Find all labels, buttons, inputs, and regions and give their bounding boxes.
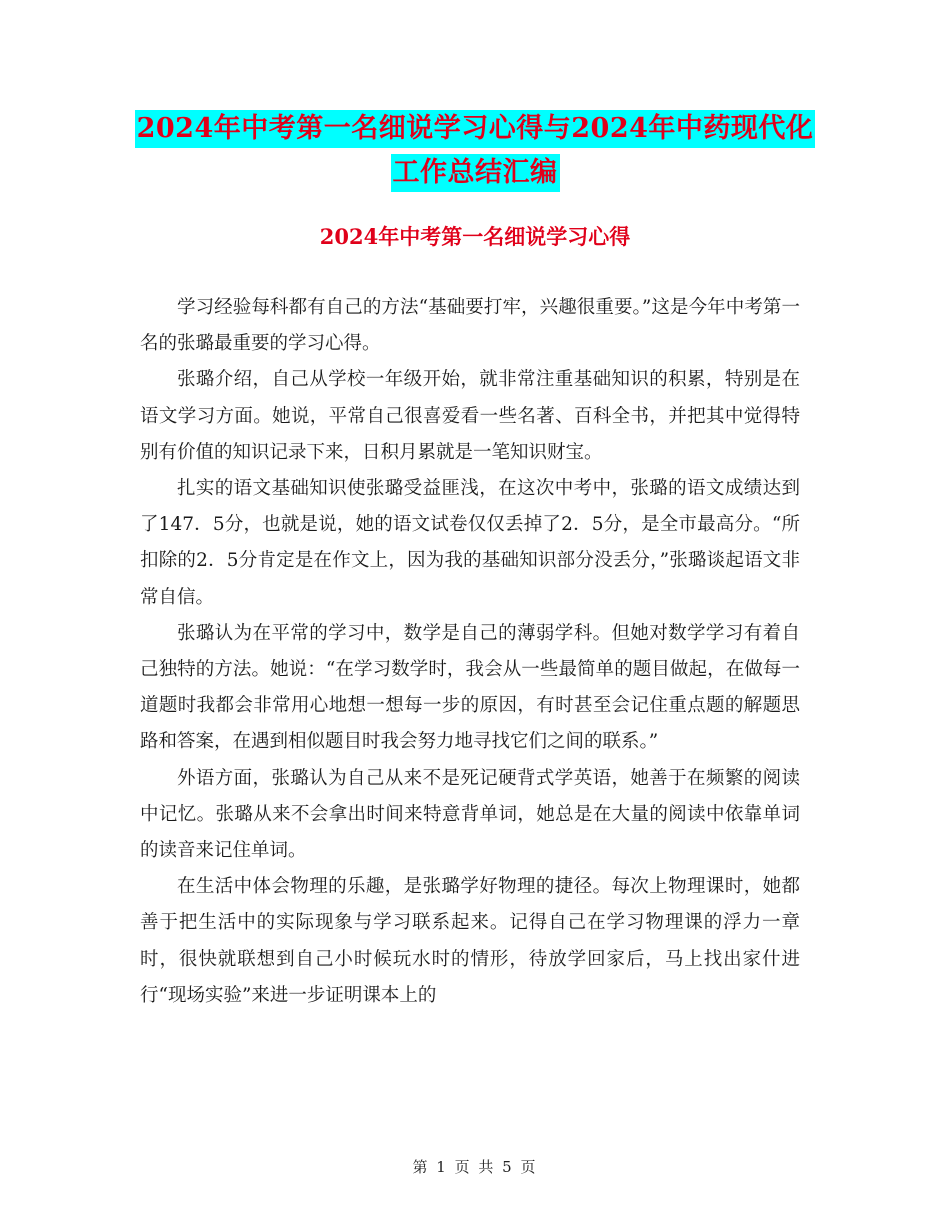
title-line-1: 2024年中考第一名细说学习心得与2024年中药现代化 (135, 110, 816, 148)
paragraph: 在生活中体会物理的乐趣，是张璐学好物理的捷径。每次上物理课时，她都善于把生活中的实际现象与学习联系起来。记得自己在学习物理课的浮力一章时，很快就联想到自己小时候玩水时的情形，待放学回家后，马上找出家什进行“现场实验”来进一步证明课本上的 (140, 876, 800, 1006)
page-footer: 第 1 页 共 5 页 (412, 1158, 538, 1176)
paragraph: 张璐介绍，自己从学校一年级开始，就非常注重基础知识的积累，特别是在语文学习方面。她说，平常自己很喜爱看一些名著、百科全书，并把其中觉得特别有价值的知识记录下来，日积月累就是一笔知识财宝。 (140, 369, 800, 463)
paragraph: 张璐认为在平常的学习中，数学是自己的薄弱学科。但她对数学学习有着自己独特的方法。她说：“在学习数学时，我会从一些最简单的题目做起，在做每一道题时我都会非常用心地想一想每一步的原因，有时甚至会记住重点题的解题思路和答案，在遇到相似题目时我会努力地寻找它们之间的联系。” (140, 622, 800, 753)
section-heading: 2024年中考第一名细说学习心得 (319, 224, 631, 249)
paragraph: 学习经验每科都有自己的方法“基础要打牢，兴趣很重要。”这是今年中考第一名的张璐最重要的学习心得。 (140, 297, 800, 355)
title-line-2: 工作总结汇编 (391, 154, 560, 192)
paragraph: 扎实的语文基础知识使张璐受益匪浅，在这次中考中，张璐的语文成绩达到了147．5分，也就是说，她的语文试卷仅仅丢掉了2．5分，是全市最高分。“所扣除的2．5分肯定是在作文上，因为我的基础知识部分没丢分，”张璐谈起语文非常自信。 (140, 478, 800, 608)
body-text (140, 290, 800, 1014)
document-title (0, 110, 950, 198)
paragraph: 外语方面，张璐认为自己从来不是死记硬背式学英语，她善于在频繁的阅读中记忆。张璐从来不会拿出时间来特意背单词，她总是在大量的阅读中依靠单词的读音来记住单词。 (140, 767, 800, 862)
